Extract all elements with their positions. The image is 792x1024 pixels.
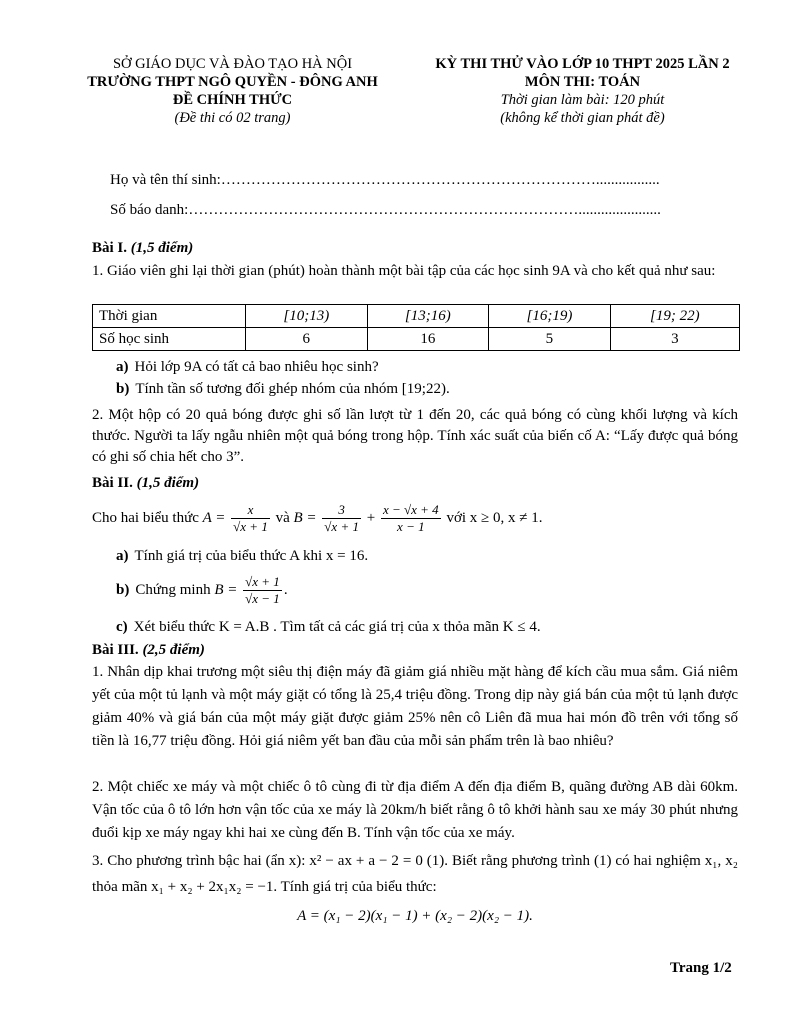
bai1-qb-label: b): [116, 381, 130, 397]
time-note: (không kể thời gian phát đề): [500, 110, 665, 126]
table-row: [93, 328, 740, 351]
bai2-qa-label: a): [116, 548, 129, 564]
table-interval: [19; 22): [610, 305, 739, 328]
student-name-line: Họ và tên thí sinh:………………………………………………………………….................: [110, 172, 660, 188]
condition-text: với x ≥ 0, x ≠ 1.: [446, 510, 543, 526]
bai3-q2: 2. Một chiếc xe máy và một chiếc ô tô cùng đi từ địa điểm A đến địa điểm B, quãng đường AB dài 60km. Vận tốc của ô tô lớn hơn vận tốc của xe máy là 20km/h biết rằng ô tô khởi hành sau xe máy 30 phút nhưng đuổi kịp xe máy ngay khi hai xe cùng đến B. Tính vận tốc của xe máy.: [92, 779, 738, 841]
header-left: [60, 55, 405, 127]
expr-B-fraction-1: [322, 502, 361, 535]
bai2-label: Bài II.: [92, 475, 133, 491]
expr-A-denominator: √x + 1: [233, 519, 268, 535]
plus-sign: +: [366, 510, 376, 526]
expr-b-numerator: √x + 1: [245, 574, 280, 590]
exam-title: KỲ THI THỬ VÀO LỚP 10 THPT 2025 LẦN 2: [435, 56, 730, 72]
bai2-intro: [92, 500, 738, 536]
table-row: [93, 305, 740, 328]
official-label: ĐỀ CHÍNH THỨC: [172, 92, 293, 108]
table-header-time: Thời gian: [93, 305, 246, 328]
bai2-intro-text: Cho hai biểu thức: [92, 510, 199, 526]
school-name: TRƯỜNG THPT NGÔ QUYỀN - ĐÔNG ANH: [87, 74, 378, 90]
bai1-qa-label: a): [116, 359, 129, 375]
bai1-q1: 1. Giáo viên ghi lại thời gian (phút) hoàn thành một bài tập của các học sinh 9A và cho kết quả như sau:: [92, 263, 716, 279]
expr-B-denominator-2: x − 1: [397, 519, 425, 535]
bai2-title: [92, 473, 738, 494]
bai3-title: [92, 640, 738, 661]
bai1-q2: 2. Một hộp có 20 quả bóng được ghi số lần lượt từ 1 đến 20, các quả bóng có cùng khối lượng và kích thước. Người ta lấy ngẫu nhiên một quả bóng trong hộp. Tính xác suất của biến cố A: “Lấy được quả bóng có ghi số chia hết cho 3”.: [92, 407, 738, 465]
expr-B-fraction-2: [381, 502, 441, 535]
table-interval: [16;19): [489, 305, 611, 328]
expr-b-denominator: √x − 1: [245, 591, 280, 607]
table-interval: [13;16): [367, 305, 489, 328]
bai1-qa: [116, 357, 379, 378]
table-header-students: Số học sinh: [93, 328, 246, 351]
expr-A-lhs: A =: [202, 510, 226, 526]
bai2-qb-label: b): [116, 582, 130, 598]
bai1-label: Bài I.: [92, 240, 128, 256]
and-word: và: [275, 510, 290, 526]
expr-B-denominator-1: √x + 1: [324, 519, 359, 535]
expr-A-numerator: x: [231, 502, 270, 519]
student-id-line: Số báo danh:……………………………………………………………………......................: [110, 202, 661, 218]
expr-b-period: .: [283, 582, 288, 598]
bai2-qc-text: Xét biểu thức K = A.B . Tìm tất cả các giá trị của x thỏa mãn K ≤ 4.: [133, 619, 541, 635]
time-limit: Thời gian làm bài: 120 phút: [500, 92, 665, 108]
bai1-qb: [116, 379, 450, 400]
bai2-points: (1,5 điểm): [136, 475, 200, 491]
bai2-qc-label: c): [116, 619, 128, 635]
table-count: 6: [246, 328, 368, 351]
expr-b-fraction: [243, 574, 282, 607]
table-count: 3: [610, 328, 739, 351]
bai3-label: Bài III.: [92, 642, 139, 658]
bai2-qa: [116, 546, 368, 567]
page-number: Trang 1/2: [670, 960, 732, 976]
bai3-q3-formula: A = (x₁ − 2)(x₁ − 1) + (x₂ − 2)(x₂ − 1).: [297, 908, 533, 924]
bai2-qc: [116, 617, 541, 638]
subject: MÔN THI: TOÁN: [524, 74, 641, 90]
table-count: 16: [367, 328, 489, 351]
bai3-q3: 3. Cho phương trình bậc hai (ẩn x): x² − ax + a − 2 = 0 (1). Biết rằng phương trình (1) có hai nghiệm x₁, x₂ thỏa mãn x₁ + x₂ + 2x₁x₂ = −1. Tính giá trị của biểu thức:: [92, 853, 738, 895]
page-count-note: (Đề thi có 02 trang): [174, 110, 291, 126]
bai2-qb: [116, 572, 288, 608]
bai3-q1: 1. Nhân dịp khai trương một siêu thị điện máy đã giảm giá nhiều mặt hàng để kích cầu mua sắm. Giá niêm yết của một tủ lạnh và một máy giặt có tổng là 25,4 triệu đồng. Trong dịp này giá bán của một tủ lạnh được giảm 40% và giá bán của một máy giặt được giảm 25% nên cô Liên đã mua hai món đồ trên với tổng số tiền là 16,77 triệu đồng. Hỏi giá niêm yết ban đầu của mỗi sản phẩm trên là bao nhiêu?: [92, 664, 738, 749]
bai2-qb-text: Chứng minh: [135, 582, 211, 598]
expr-B-numerator-1: 3: [322, 502, 361, 519]
bai2-qa-text: Tính giá trị của biểu thức A khi x = 16.: [134, 548, 369, 564]
expr-B-lhs: B =: [293, 510, 317, 526]
frequency-table: [92, 304, 740, 351]
expr-b-lhs: B =: [214, 582, 238, 598]
table-interval: [10;13): [246, 305, 368, 328]
bai1-points: (1,5 điểm): [130, 240, 194, 256]
bai1-qa-text: Hỏi lớp 9A có tất cả bao nhiêu học sinh?: [134, 359, 379, 375]
department-name: SỞ GIÁO DỤC VÀ ĐÀO TẠO HÀ NỘI: [112, 56, 353, 72]
bai3-points: (2,5 điểm): [142, 642, 205, 658]
header-right: [405, 55, 760, 127]
table-count: 5: [489, 328, 611, 351]
bai1-qb-text: Tính tần số tương đối ghép nhóm của nhóm [19;22).: [135, 381, 450, 397]
bai1-title: [92, 238, 738, 259]
expr-A-fraction: [231, 502, 270, 535]
expr-B-numerator-2: x − √x + 4: [382, 502, 439, 518]
